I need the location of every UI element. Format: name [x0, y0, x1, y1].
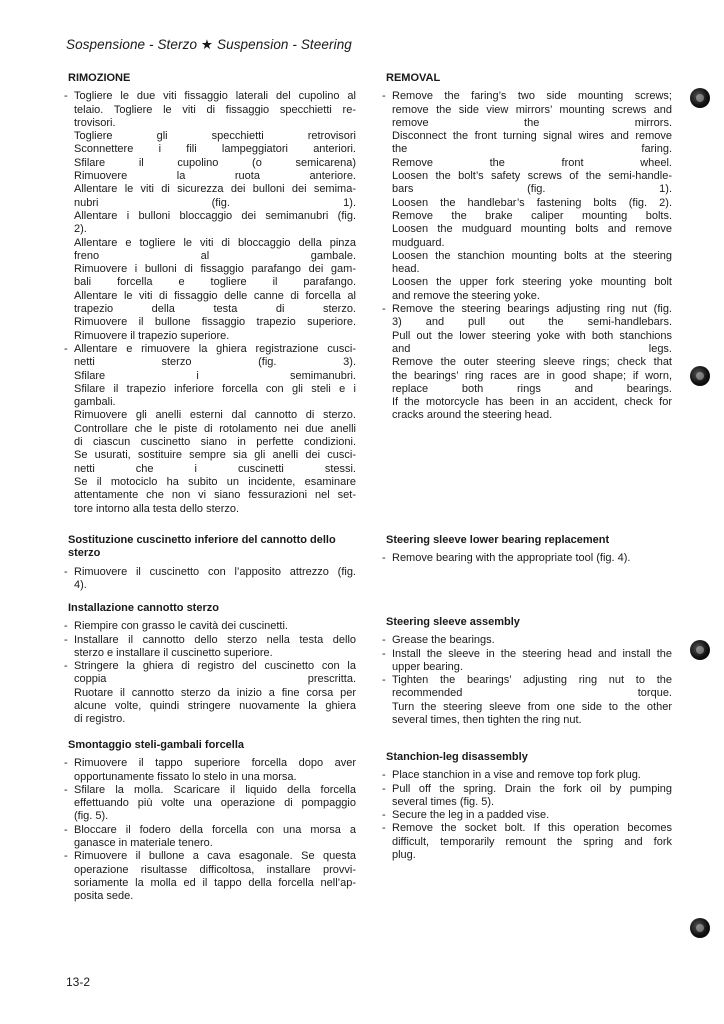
text-line: If the motorcycle has been in an accident, check for [392, 396, 672, 409]
binder-hole-marker [690, 88, 710, 108]
text-line: freno al gambale. [74, 249, 356, 262]
bullet-item [64, 634, 356, 661]
text-line: 3) and pull out the semi-handlebars. [392, 316, 672, 329]
bullet-item [64, 824, 356, 851]
text-line: several times (fig. 5). [392, 795, 495, 808]
bullet-dash: - [64, 633, 68, 646]
text-line: remove the mirrors. [392, 116, 672, 129]
text-line: trovisori. [74, 116, 116, 129]
text-line: effettuando più volte una operazione di pompaggio [74, 797, 356, 810]
bullet-item [64, 660, 356, 726]
text-line: Allentare le viti di sicurezza dei bulloni dei semima- [74, 183, 356, 196]
text-line: di registro. [74, 713, 126, 726]
text-line: the faring. [392, 143, 672, 156]
text-line: Remove the front wheel. [392, 156, 672, 169]
text-line: Allentare e rimuovere la ghiera registrazione cusci- [74, 342, 356, 355]
bullet-dash: - [382, 809, 386, 822]
bullet-item [64, 850, 356, 903]
text-line: Remove bearing with the appropriate tool (fig. 4). [392, 552, 631, 565]
text-line: coppia prescritta. [74, 673, 356, 686]
text-line: Bloccare il fodero della forcella con una morsa a [74, 823, 356, 836]
binder-hole-marker [690, 918, 710, 938]
page-number: 13-2 [66, 975, 91, 989]
text-line: ganasce in materiale tenero. [74, 837, 213, 850]
text-line: Disconnect the front turning signal wires and remove [392, 130, 672, 143]
bullet-item [382, 822, 672, 862]
bullet-dash: - [64, 757, 68, 770]
section [64, 72, 356, 516]
text-line: Pull out the lower steering yoke with both stanchions [392, 329, 672, 342]
text-line: difficult, temporarily remount the spring and fork [392, 835, 672, 848]
text-line: Loosen the handlebar’s fastening bolts (fig. 2). [392, 196, 672, 209]
bullet-dash: - [382, 552, 386, 565]
bullet-item [382, 303, 672, 423]
text-line: Riempire con grasso le cavità dei cuscinetti. [74, 620, 288, 633]
text-line: Loosen the stanchion mounting bolts at the steering [392, 249, 672, 262]
section-title: Steering sleeve lower bearing replacement [386, 534, 610, 546]
bullet-item [382, 783, 672, 810]
bullet-item [64, 784, 356, 824]
text-line: Sconnettere i fili lampeggiatori anteriori. [74, 143, 356, 156]
text-line: Allentare e togliere le viti di bloccaggio della pinza [74, 236, 356, 249]
text-line: 4). [74, 578, 87, 591]
text-line: Togliere le due viti fissaggio laterali del cupolino al [74, 90, 356, 103]
section [382, 534, 672, 566]
bullet-dash: - [64, 620, 68, 633]
text-line: Sfilare i semimanubri. [74, 369, 356, 382]
bullet-dash: - [382, 303, 386, 316]
text-line: alcune volte, quindi stringere nuovamente la ghiera [74, 700, 356, 713]
text-line: Togliere gli specchietti retrovisori [74, 130, 356, 143]
text-line: Ruotare il cannotto sterzo da inizio a fine corsa per [74, 686, 356, 699]
text-line: telaio. Togliere le viti di fissaggio specchietti re- [74, 103, 356, 116]
section-title: RIMOZIONE [68, 72, 131, 84]
text-line: remove the side view mirrors’ mounting screws and [392, 103, 672, 116]
text-line: Tighten the bearings’ adjusting ring nut to the [392, 674, 672, 687]
text-line: several times, then tighten the ring nut. [392, 714, 582, 727]
bullet-dash: - [382, 674, 386, 687]
binder-hole-marker [690, 366, 710, 386]
text-line: plug. [392, 849, 416, 862]
text-line: Remove the faring’s two side mounting screws; [392, 90, 672, 103]
text-line: soriamente la molla ed il tappo della forcella nell’ap- [74, 876, 356, 889]
bullet-dash: - [64, 565, 68, 578]
bullet-dash: - [64, 823, 68, 836]
bullet-item [382, 634, 672, 647]
bullet-item [382, 674, 672, 727]
section [382, 616, 672, 727]
section [64, 739, 356, 904]
text-line: operazione risultasse difficoltosa, installare provvi- [74, 863, 356, 876]
text-line: nubri (fig. 1). [74, 196, 356, 209]
text-line: Remove the outer steering sleeve rings; check that [392, 356, 672, 369]
text-line: Loosen the bolt’s safety screws of the semi-handle- [392, 170, 672, 183]
text-line: Install the sleeve in the steering head and install the [392, 647, 672, 660]
text-line: netti che i cuscinetti stessi. [74, 462, 356, 475]
text-line: Rimuovere la ruota anteriore. [74, 170, 356, 183]
section [382, 751, 672, 862]
text-line: opportunamente fissato lo stelo in una morsa. [74, 770, 297, 783]
text-line: Rimuovere i bulloni di fissaggio parafango dei gam- [74, 263, 356, 276]
section [64, 602, 356, 727]
text-line: attentamente che non vi siano fessurazioni nel set- [74, 489, 356, 502]
text-line: Installare il cannotto dello sterzo nella testa dello [74, 633, 356, 646]
text-line: Rimuovere il cuscinetto con l’apposito attrezzo (fig. [74, 565, 356, 578]
section-title: Sostituzione cuscinetto inferiore del cannotto dello sterzo [68, 534, 336, 560]
bullet-dash: - [64, 90, 68, 103]
text-line: the bearings’ ring races are in good shape; if worn, [392, 369, 672, 382]
text-line: Rimuovere il tappo superiore forcella dopo aver [74, 757, 356, 770]
text-line: netti sterzo (fig. 3). [74, 356, 356, 369]
text-line: Grease the bearings. [392, 634, 495, 647]
bullet-item [64, 90, 356, 343]
text-line: cracks around the steering head. [392, 409, 553, 422]
text-line: gambali. [74, 396, 116, 409]
text-line: Se usurati, sostituire sempre sia gli anelli dei cusci- [74, 449, 356, 462]
bullet-item [64, 620, 356, 633]
section [64, 534, 356, 592]
section-title: REMOVAL [386, 72, 441, 84]
text-line: Pull off the spring. Drain the fork oil by pumping [392, 782, 672, 795]
bullet-dash: - [382, 634, 386, 647]
bullet-dash: - [382, 90, 386, 103]
text-line: 2). [74, 223, 87, 236]
page-header-title: Sospensione - Sterzo ★ Suspension - Steering [66, 37, 352, 52]
section-title: Installazione cannotto sterzo [68, 602, 219, 614]
text-line: Stringere la ghiera di registro del cuscinetto con la [74, 660, 356, 673]
text-line: (fig. 5). [74, 810, 109, 823]
text-line: mudguard. [392, 236, 445, 249]
bullet-dash: - [382, 782, 386, 795]
section-title: Stanchion-leg disassembly [386, 751, 528, 763]
text-line: bali forcella e togliere il parafango. [74, 276, 356, 289]
text-line: Loosen the mudguard mounting bolts and remove [392, 223, 672, 236]
text-line: Place stanchion in a vise and remove top fork plug. [392, 769, 641, 782]
bullet-item [382, 648, 672, 675]
text-line: head. [392, 263, 420, 276]
text-line: Rimuovere il bullone a cava esagonale. Se questa [74, 850, 356, 863]
bullet-item [382, 90, 672, 303]
bullet-dash: - [64, 342, 68, 355]
text-line: trapezio della testa di sterzo. [74, 303, 356, 316]
text-line: Remove the steering bearings adjusting ring nut (fig. [392, 303, 672, 316]
text-line: Turn the steering sleeve from one side to the other [392, 700, 672, 713]
text-line: sterzo e installare il cuscinetto superiore. [74, 646, 273, 659]
bullet-item [382, 769, 672, 782]
bullet-dash: - [64, 850, 68, 863]
bullet-item [64, 757, 356, 784]
text-line: Sfilare il cupolino (o semicarena) [74, 156, 356, 169]
section-title: Smontaggio steli-gambali forcella [68, 739, 245, 751]
bullet-item [64, 566, 356, 593]
text-line: Rimuovere il trapezio superiore. [74, 329, 230, 342]
section [382, 72, 672, 423]
bullet-item [64, 343, 356, 516]
text-line: tore intorno alla testa dello sterzo. [74, 502, 240, 515]
bullet-item [382, 552, 672, 565]
text-line: bars (fig. 1). [392, 183, 672, 196]
text-line: Remove the socket bolt. If this operation becomes [392, 822, 672, 835]
text-line: Allentare le viti di fissaggio delle canne di forcella al [74, 289, 356, 302]
text-line: replace both rings and bearings. [392, 382, 672, 395]
text-line: upper bearing. [392, 660, 463, 673]
text-line: Remove the brake caliper mounting bolts. [392, 209, 672, 222]
bullet-dash: - [64, 783, 68, 796]
bullet-dash: - [382, 647, 386, 660]
bullet-dash: - [382, 769, 386, 782]
text-line: Se il motociclo ha subito un incidente, esaminare [74, 475, 356, 488]
bullet-item [382, 809, 672, 822]
text-line: Sfilare il trapezio inferiore forcella con gli steli e i [74, 382, 356, 395]
text-line: Controllare che le piste di rotolamento nei due anelli [74, 422, 356, 435]
bullet-dash: - [64, 660, 68, 673]
section-title: Steering sleeve assembly [386, 616, 520, 628]
text-line: Rimuovere gli anelli esterni dal cannotto di sterzo. [74, 409, 356, 422]
text-line: Secure the leg in a padded vise. [392, 809, 550, 822]
text-line: Loosen the upper fork steering yoke mounting bolt [392, 276, 672, 289]
text-line: and legs. [392, 342, 672, 355]
text-line: Rimuovere il bullone fissaggio trapezio superiore. [74, 316, 356, 329]
text-line: Allentare i bulloni bloccaggio dei semimanubri (fig. [74, 209, 356, 222]
text-line: recommended torque. [392, 687, 672, 700]
text-line: posita sede. [74, 890, 134, 903]
binder-hole-marker [690, 640, 710, 660]
text-line: and remove the steering yoke. [392, 289, 540, 302]
text-line: Sfilare la molla. Scaricare il liquido della forcella [74, 783, 356, 796]
text-line: di ciascun cuscinetto siano in perfette condizioni. [74, 436, 356, 449]
bullet-dash: - [382, 822, 386, 835]
